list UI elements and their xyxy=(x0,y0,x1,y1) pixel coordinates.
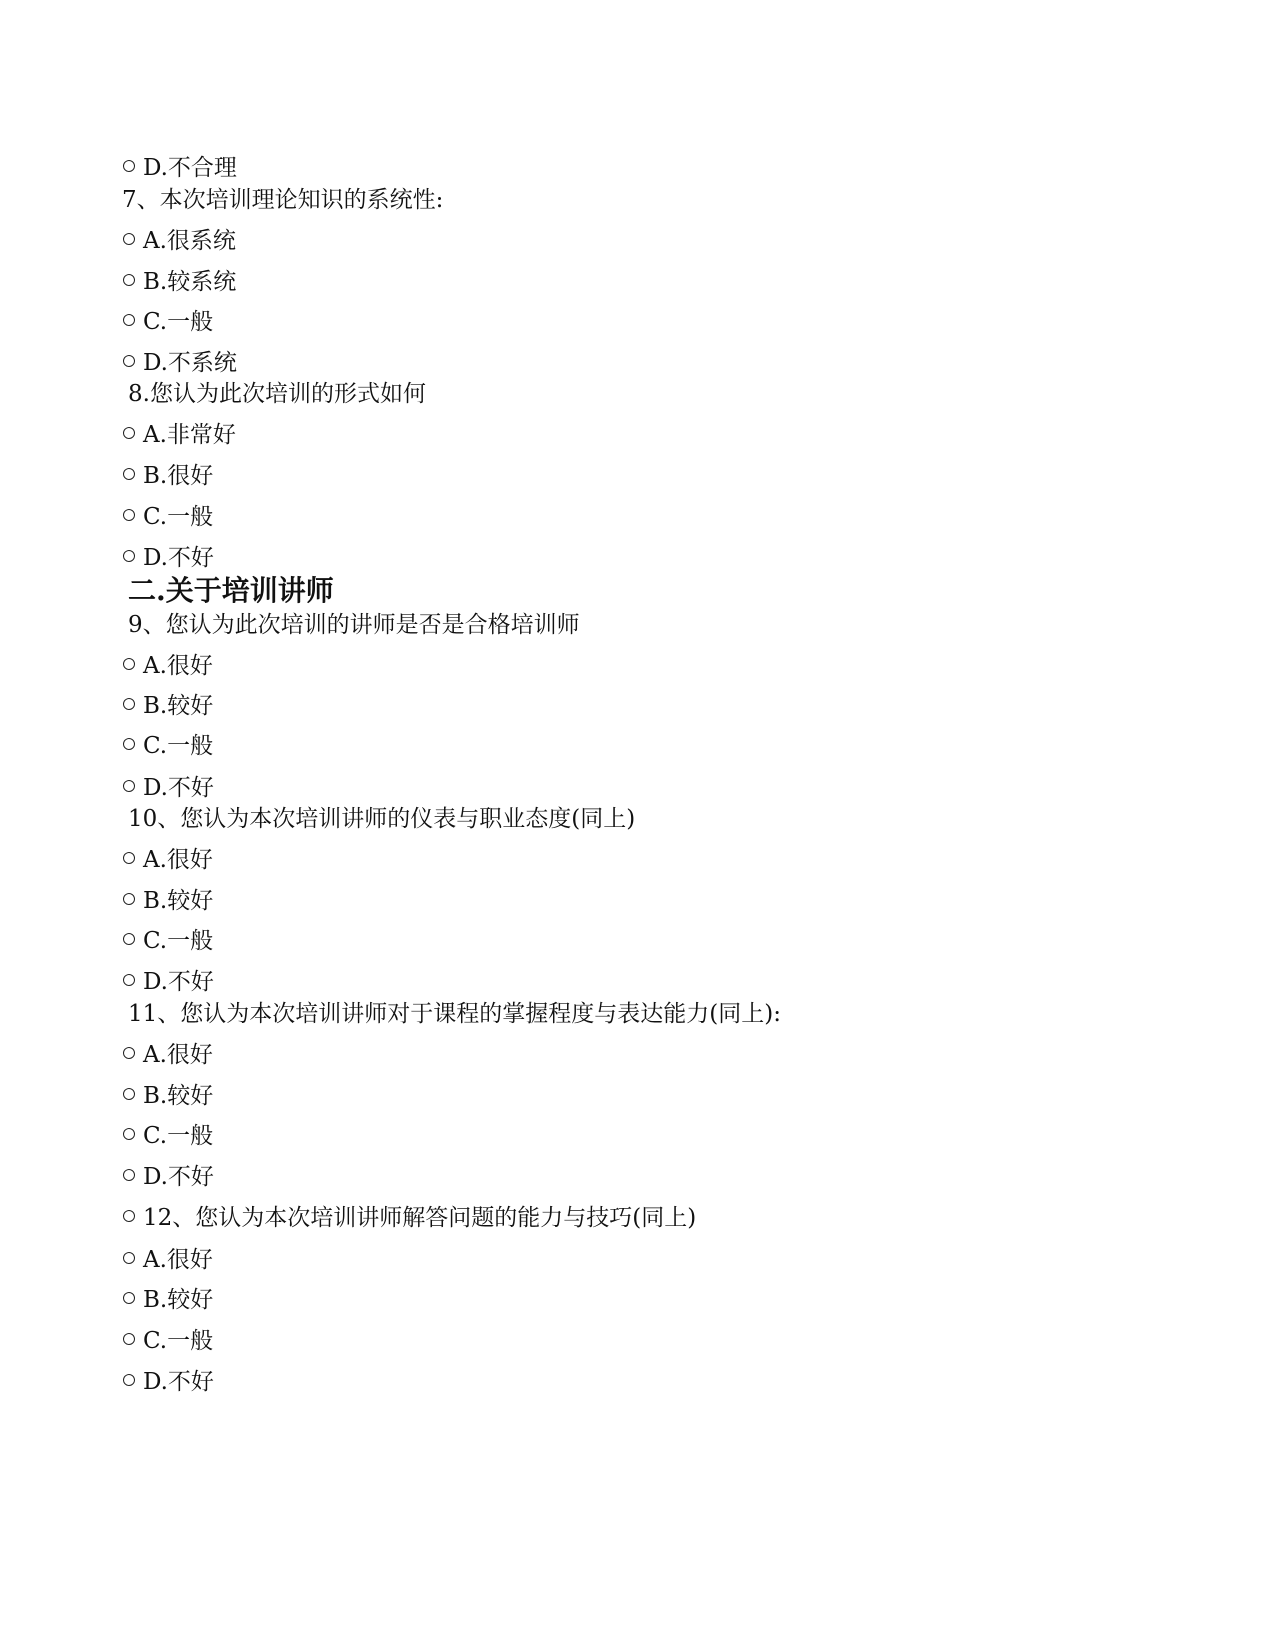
radio-circle-icon[interactable] xyxy=(123,933,135,945)
question-9: 9、您认为此次培训的讲师是否是合格培训师 xyxy=(128,612,580,638)
radio-circle-icon[interactable] xyxy=(123,1047,135,1059)
option-line: B.较好 xyxy=(123,887,213,915)
option-line: D.不好 xyxy=(123,1368,214,1396)
option-line: A.很好 xyxy=(123,846,213,874)
option-line: B.较好 xyxy=(123,1082,213,1110)
option-line: D.不好 xyxy=(123,968,214,996)
option-line: C.一般 xyxy=(123,927,213,955)
question-8: 8.您认为此次培训的形式如何 xyxy=(128,381,426,407)
radio-circle-icon[interactable] xyxy=(123,160,135,172)
radio-circle-icon[interactable] xyxy=(123,658,135,670)
radio-circle-icon[interactable] xyxy=(123,468,135,480)
option-line: C.一般 xyxy=(123,1122,213,1150)
option-line: A.很好 xyxy=(123,652,213,680)
option-line: A.很好 xyxy=(123,1041,213,1069)
option-line: D.不好 xyxy=(123,1163,214,1191)
option-line: D.不好 xyxy=(123,774,214,802)
option-line: B.较系统 xyxy=(123,268,236,296)
question-7: 7、本次培训理论知识的系统性: xyxy=(122,187,444,213)
radio-circle-icon[interactable] xyxy=(123,893,135,905)
option-line: D.不好 xyxy=(123,544,214,572)
radio-circle-icon[interactable] xyxy=(123,1210,135,1222)
option-line: B.很好 xyxy=(123,462,213,490)
radio-circle-icon[interactable] xyxy=(123,738,135,750)
radio-circle-icon[interactable] xyxy=(123,427,135,439)
section-heading: 二.关于培训讲师 xyxy=(128,574,334,607)
radio-circle-icon[interactable] xyxy=(123,1292,135,1304)
radio-circle-icon[interactable] xyxy=(123,1333,135,1345)
option-line: A.很系统 xyxy=(123,227,236,255)
radio-circle-icon[interactable] xyxy=(123,698,135,710)
option-line: B.较好 xyxy=(123,692,213,720)
option-line: C.一般 xyxy=(123,308,213,336)
radio-circle-icon[interactable] xyxy=(123,1169,135,1181)
option-line: C.一般 xyxy=(123,1327,213,1355)
question-12: 12、您认为本次培训讲师解答问题的能力与技巧(同上) xyxy=(123,1204,696,1232)
radio-circle-icon[interactable] xyxy=(123,355,135,367)
radio-circle-icon[interactable] xyxy=(123,274,135,286)
option-line: A.很好 xyxy=(123,1246,213,1274)
option-line: D.不系统 xyxy=(123,349,237,377)
radio-circle-icon[interactable] xyxy=(123,509,135,521)
question-10: 10、您认为本次培训讲师的仪表与职业态度(同上) xyxy=(128,806,636,832)
option-line: B.较好 xyxy=(123,1286,213,1314)
radio-circle-icon[interactable] xyxy=(123,1128,135,1140)
radio-circle-icon[interactable] xyxy=(123,852,135,864)
radio-circle-icon[interactable] xyxy=(123,233,135,245)
radio-circle-icon[interactable] xyxy=(123,1374,135,1386)
radio-circle-icon[interactable] xyxy=(123,780,135,792)
option-line: C.一般 xyxy=(123,503,213,531)
radio-circle-icon[interactable] xyxy=(123,974,135,986)
radio-circle-icon[interactable] xyxy=(123,1088,135,1100)
option-line: D.不合理 xyxy=(123,154,237,182)
radio-circle-icon[interactable] xyxy=(123,550,135,562)
question-11: 11、您认为本次培训讲师对于课程的掌握程度与表达能力(同上): xyxy=(128,1001,781,1027)
radio-circle-icon[interactable] xyxy=(123,314,135,326)
option-line: C.一般 xyxy=(123,732,213,760)
radio-circle-icon[interactable] xyxy=(123,1252,135,1264)
option-line: A.非常好 xyxy=(123,421,236,449)
